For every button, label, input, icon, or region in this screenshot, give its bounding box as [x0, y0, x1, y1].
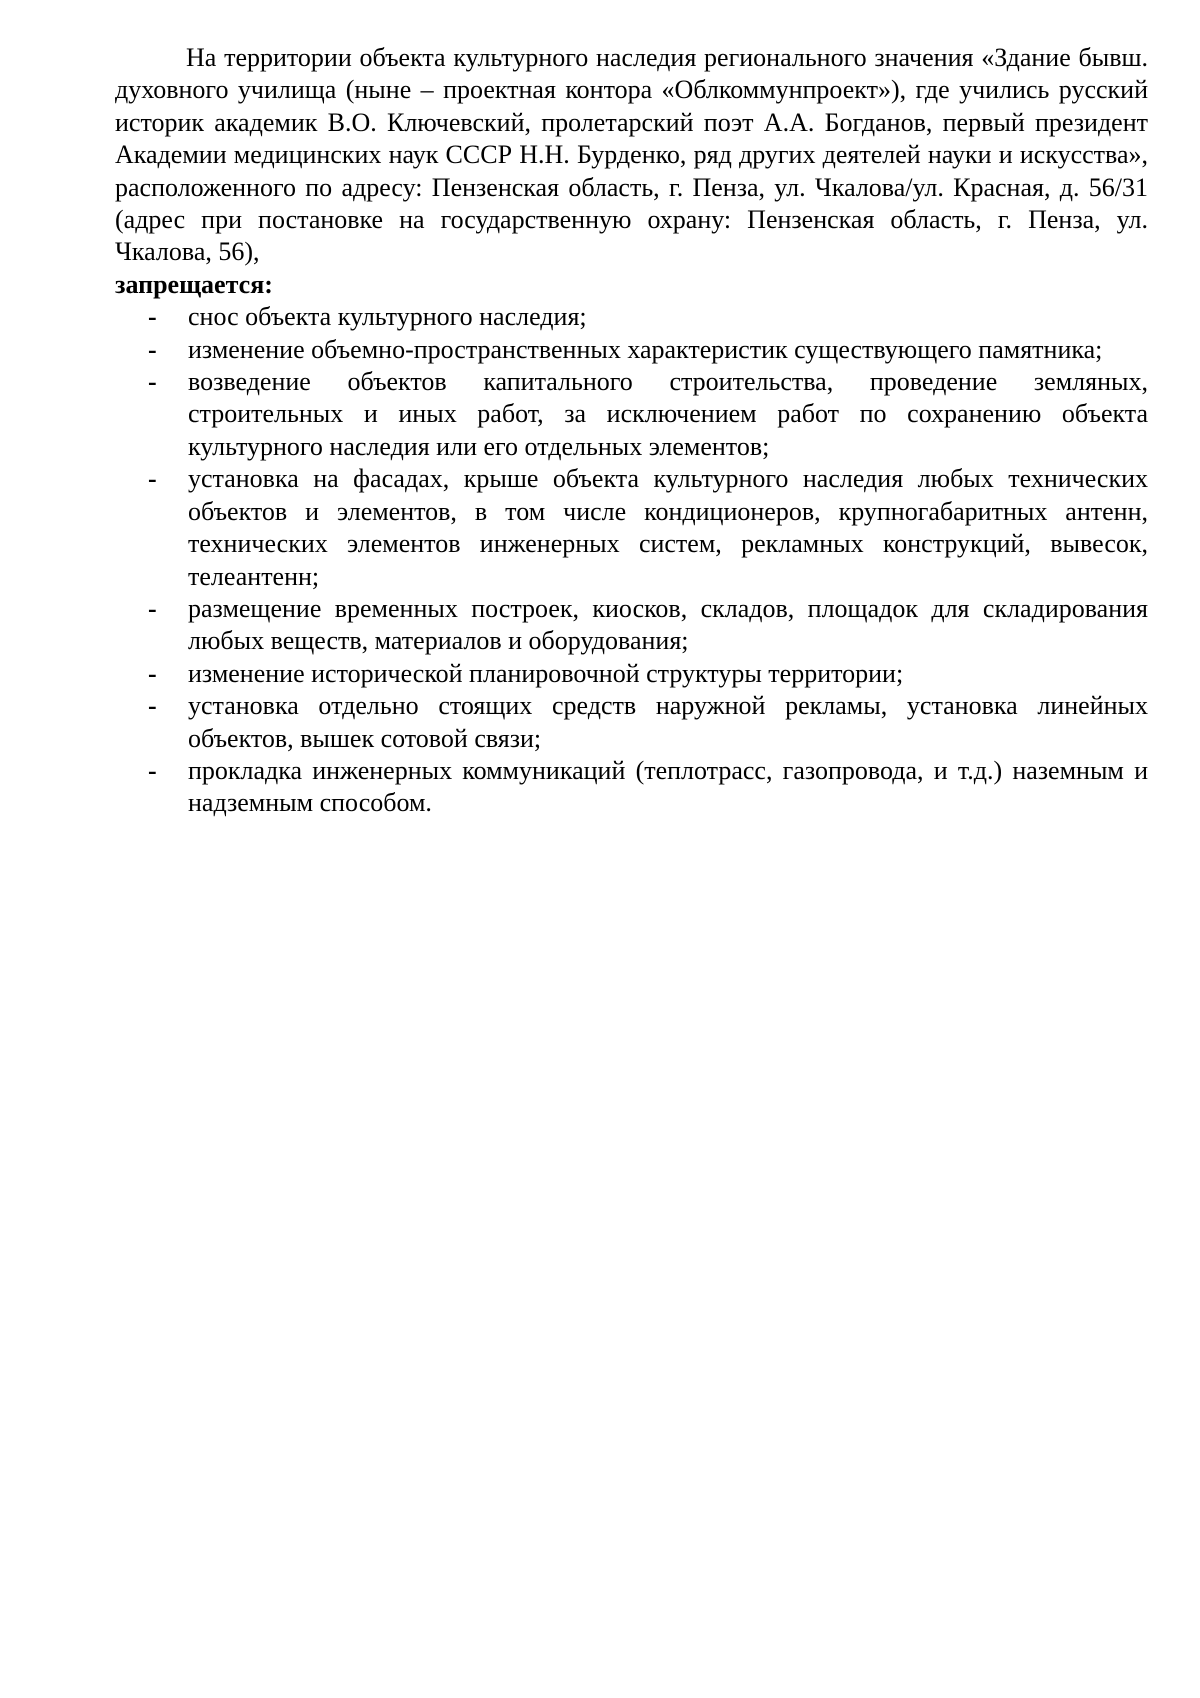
prohibition-heading: запрещается: — [115, 269, 273, 299]
list-bullet: - — [148, 367, 157, 397]
list-bullet: - — [148, 691, 157, 721]
list-bullet: - — [148, 464, 157, 494]
list-bullet: - — [148, 658, 157, 688]
list-bullet: - — [148, 755, 157, 785]
list-bullet: - — [148, 302, 157, 332]
list-bullet: - — [148, 593, 157, 623]
list-item — [115, 658, 1148, 690]
list-item — [115, 593, 1148, 658]
list-item — [115, 690, 1148, 755]
list-item — [115, 463, 1148, 593]
list-item-text: размещение временных построек, киосков, складов, площадок для складирования любых веществ, материалов и оборудования; — [188, 593, 1148, 656]
list-item-text: изменение исторической планировочной структуры территории; — [188, 658, 904, 688]
list-bullet: - — [148, 334, 157, 364]
list-item-text: прокладка инженерных коммуникаций (теплотрасс, газопровода, и т.д.) наземным и надземным способом. — [188, 755, 1148, 818]
list-item — [115, 301, 1148, 333]
list-item-text: изменение объемно-пространственных характеристик существующего памятника; — [188, 334, 1103, 364]
list-item-text: установка отдельно стоящих средств наружной рекламы, установка линейных объектов, вышек сотовой связи; — [188, 691, 1148, 753]
list-item-text: снос объекта культурного наследия; — [188, 302, 587, 332]
list-item-text: возведение объектов капитального строительства, проведение земляных, строительных и иных работ, за исключением работ по сохранению объекта культурного наследия или его отдельных элементов; — [188, 367, 1148, 461]
document-body — [115, 42, 1148, 820]
list-item-text: установка на фасадах, крыше объекта культурного наследия любых технических объектов и элементов, в том числе кондиционеров, крупногабаритных антенн, технических элементов инженерных систем, рекламных конструкций, вывесок, телеантенн; — [188, 464, 1148, 591]
list-item — [115, 366, 1148, 463]
intro-paragraph: На территории объекта культурного наследия регионального значения «Здание бывш. духовного училища (ныне – проектная контора «Облкоммунпроект»), где учились русский историк академик В.О. Ключевский, пролетарский поэт А.А. Богданов, первый президент Академии медицинских наук СССР Н.Н. Бурденко, ряд других деятелей науки и искусства», расположенного по адресу: Пензенская область, г. Пенза, ул. Чкалова/ул. Красная, д. 56/31 (адрес при постановке на государственную охрану: Пензенская область, г. Пенза, ул. Чкалова, 56), — [115, 43, 1148, 267]
list-item — [115, 334, 1148, 366]
list-item — [115, 755, 1148, 820]
prohibition-list — [115, 301, 1148, 820]
